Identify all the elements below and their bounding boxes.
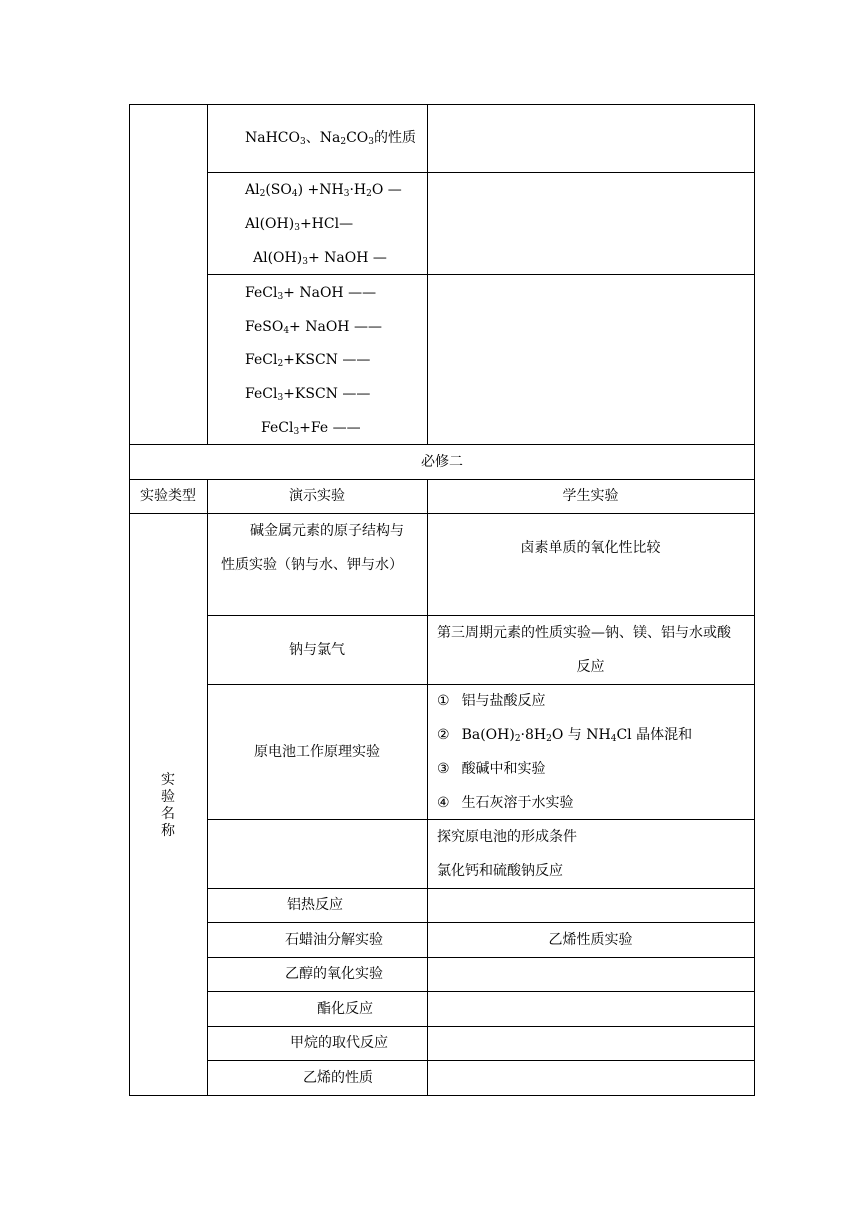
demo-row-6: 石蜡油分解实验: [285, 932, 383, 948]
demo-row-3: 原电池工作原理实验: [254, 744, 380, 760]
row-fe-line-3: FeCl$_2$+KSCN ——: [245, 352, 371, 369]
student-list-item-1: [437, 693, 546, 709]
student-row-4-line-1: 探究原电池的形成条件: [437, 829, 577, 845]
student-row-2-line-2: 反应: [576, 659, 605, 675]
list-text: 生石灰溶于水实验: [461, 795, 574, 811]
row-fe-line-5: FeCl$_3$+Fe ——: [261, 420, 361, 437]
list-text: $Ba(OH)_2\cdot 8H_2O$ 与 $NH_4Cl$ 晶体混和: [461, 727, 693, 744]
list-marker: ③: [437, 761, 450, 777]
list-text: 铝与盐酸反应: [461, 693, 546, 709]
row-al-line-3: $Al(OH)_3+$ NaOH —: [253, 250, 387, 267]
list-marker: ②: [437, 727, 450, 743]
demo-row-1-line-2: 性质实验（钠与水、钾与水）: [221, 557, 403, 573]
student-row-6: 乙烯性质实验: [548, 932, 633, 948]
list-text: 酸碱中和实验: [461, 761, 546, 777]
header-type: 实验类型: [140, 488, 196, 504]
student-row-1: 卤素单质的氧化性比较: [520, 540, 661, 556]
student-row-4-line-2: 氯化钙和硫酸钠反应: [437, 863, 563, 879]
row-al-line-1: $Al_2(SO_4) +NH_3\cdot H_2O$ —: [245, 182, 402, 199]
row-fe-line-1: FeCl$_3$+ NaOH ——: [245, 285, 377, 302]
row-group-label: 实验名称: [161, 772, 175, 839]
list-marker: ④: [437, 795, 450, 811]
section-title: 必修二: [421, 454, 463, 470]
demo-row-7: 乙醇的氧化实验: [285, 966, 383, 982]
header-demo: 演示实验: [289, 488, 345, 504]
demo-row-5: 铝热反应: [287, 897, 343, 913]
row-al-line-2: $Al(OH)_3+HCl—$: [245, 216, 354, 233]
demo-row-10: 乙烯的性质: [303, 1070, 373, 1086]
header-student: 学生实验: [562, 488, 619, 504]
demo-row-1-line-1: 碱金属元素的原子结构与: [250, 523, 404, 539]
row-fe-line-2: FeSO$_4$+ NaOH ——: [245, 319, 382, 336]
demo-row-2: 钠与氯气: [289, 642, 345, 658]
row-nahco3-na2co3: NaHCO$_3$、$Na_2CO_3$的性质: [245, 130, 417, 147]
student-list-item-4: [437, 795, 574, 811]
student-list-item-3: [437, 761, 546, 777]
student-row-2-line-1: 第三周期元素的性质实验—钠、镁、铝与水或酸: [437, 625, 731, 641]
demo-row-8: 酯化反应: [317, 1001, 373, 1017]
row-fe-line-4: FeCl$_3$+KSCN ——: [245, 386, 371, 403]
list-marker: ①: [437, 693, 450, 709]
demo-row-9: 甲烷的取代反应: [290, 1035, 388, 1051]
student-list-item-2: [437, 727, 692, 743]
